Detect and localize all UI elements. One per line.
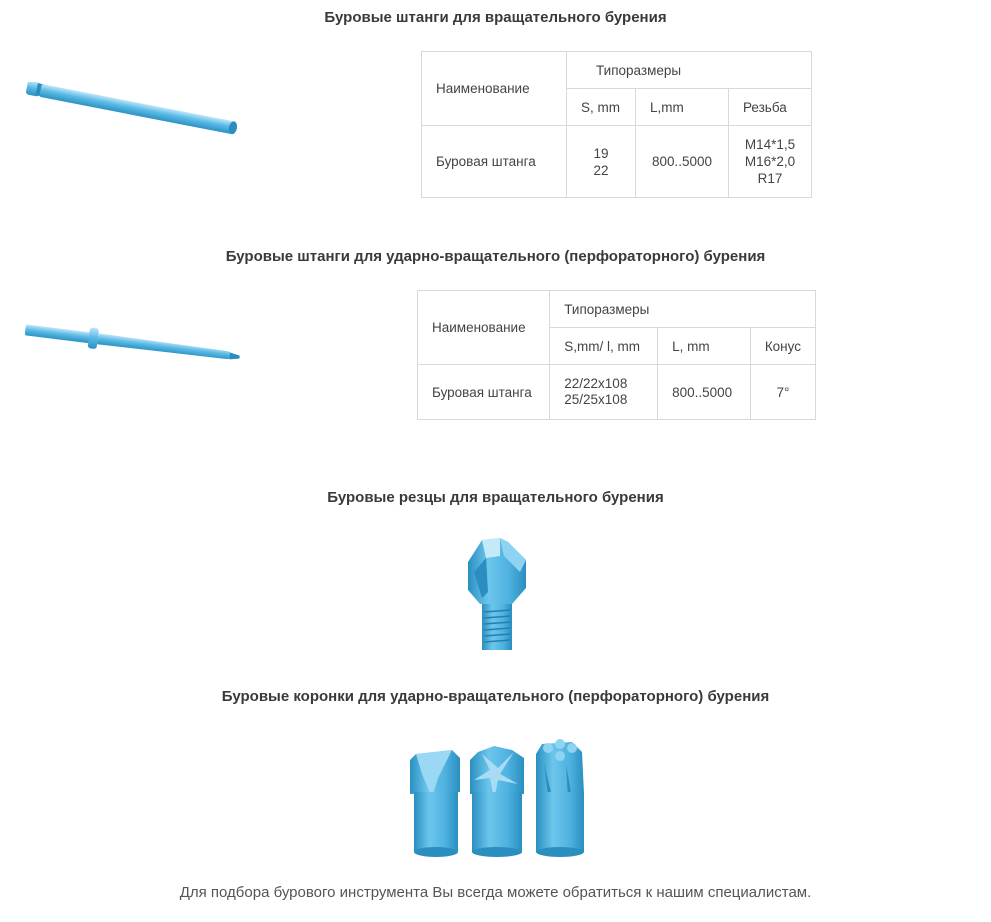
s-values-cell [550,365,658,420]
thread-values-cell [729,126,812,198]
section-title-rotary-cutters: Буровые резцы для вращательного бурения [327,489,664,506]
l-value-cell: 800..5000 [658,365,751,420]
sizes-header: Типоразмеры [567,52,812,89]
col-thread-header: Резьба [729,89,812,126]
l-value-cell: 800..5000 [636,126,729,198]
s-value: 22 [593,162,609,178]
name-header: Наименование [422,52,567,126]
percussive-drill-rod-image [18,322,248,387]
button-bit [536,739,584,857]
col-cone-header: Конус [750,328,815,365]
thread-value: M16*2,0 [744,154,796,169]
s-values-cell [567,126,636,198]
col-l-header: L,mm [636,89,729,126]
row-name: Буровая штанга [418,365,550,420]
percussive-rods-table [417,290,816,420]
section-title-percussive-rods: Буровые штанги для ударно-вращательного (перфораторного) бурения [225,248,766,265]
col-s-header: S,mm/ l, mm [550,328,658,365]
rotary-drill-rod-image [18,82,248,152]
name-header: Наименование [418,291,550,365]
section-title-rotary-rods: Буровые штанги для вращательного бурения [324,9,667,26]
percussive-bits-image [402,734,597,860]
rotary-cutter-image [460,532,532,656]
thread-value: M14*1,5 [744,137,796,152]
s-value: 25/25x108 [564,392,628,407]
section-title-percussive-bits: Буровые коронки для ударно-вращательного (перфораторного) бурения [221,688,770,705]
cone-value-cell: 7° [750,365,815,420]
thread-value: R17 [757,171,783,186]
rotary-rods-table [421,51,812,198]
chisel-bit [410,750,460,857]
cross-bit [470,746,524,857]
col-l-header: L, mm [658,328,751,365]
row-name: Буровая штанга [422,126,567,198]
col-s-header: S, mm [567,89,636,126]
s-value: 19 [593,145,609,161]
sizes-header: Типоразмеры [550,291,816,328]
s-value: 22/22x108 [564,376,628,391]
footer-note: Для подбора бурового инструмента Вы всегда можете обратиться к нашим специалистам. [179,884,812,901]
